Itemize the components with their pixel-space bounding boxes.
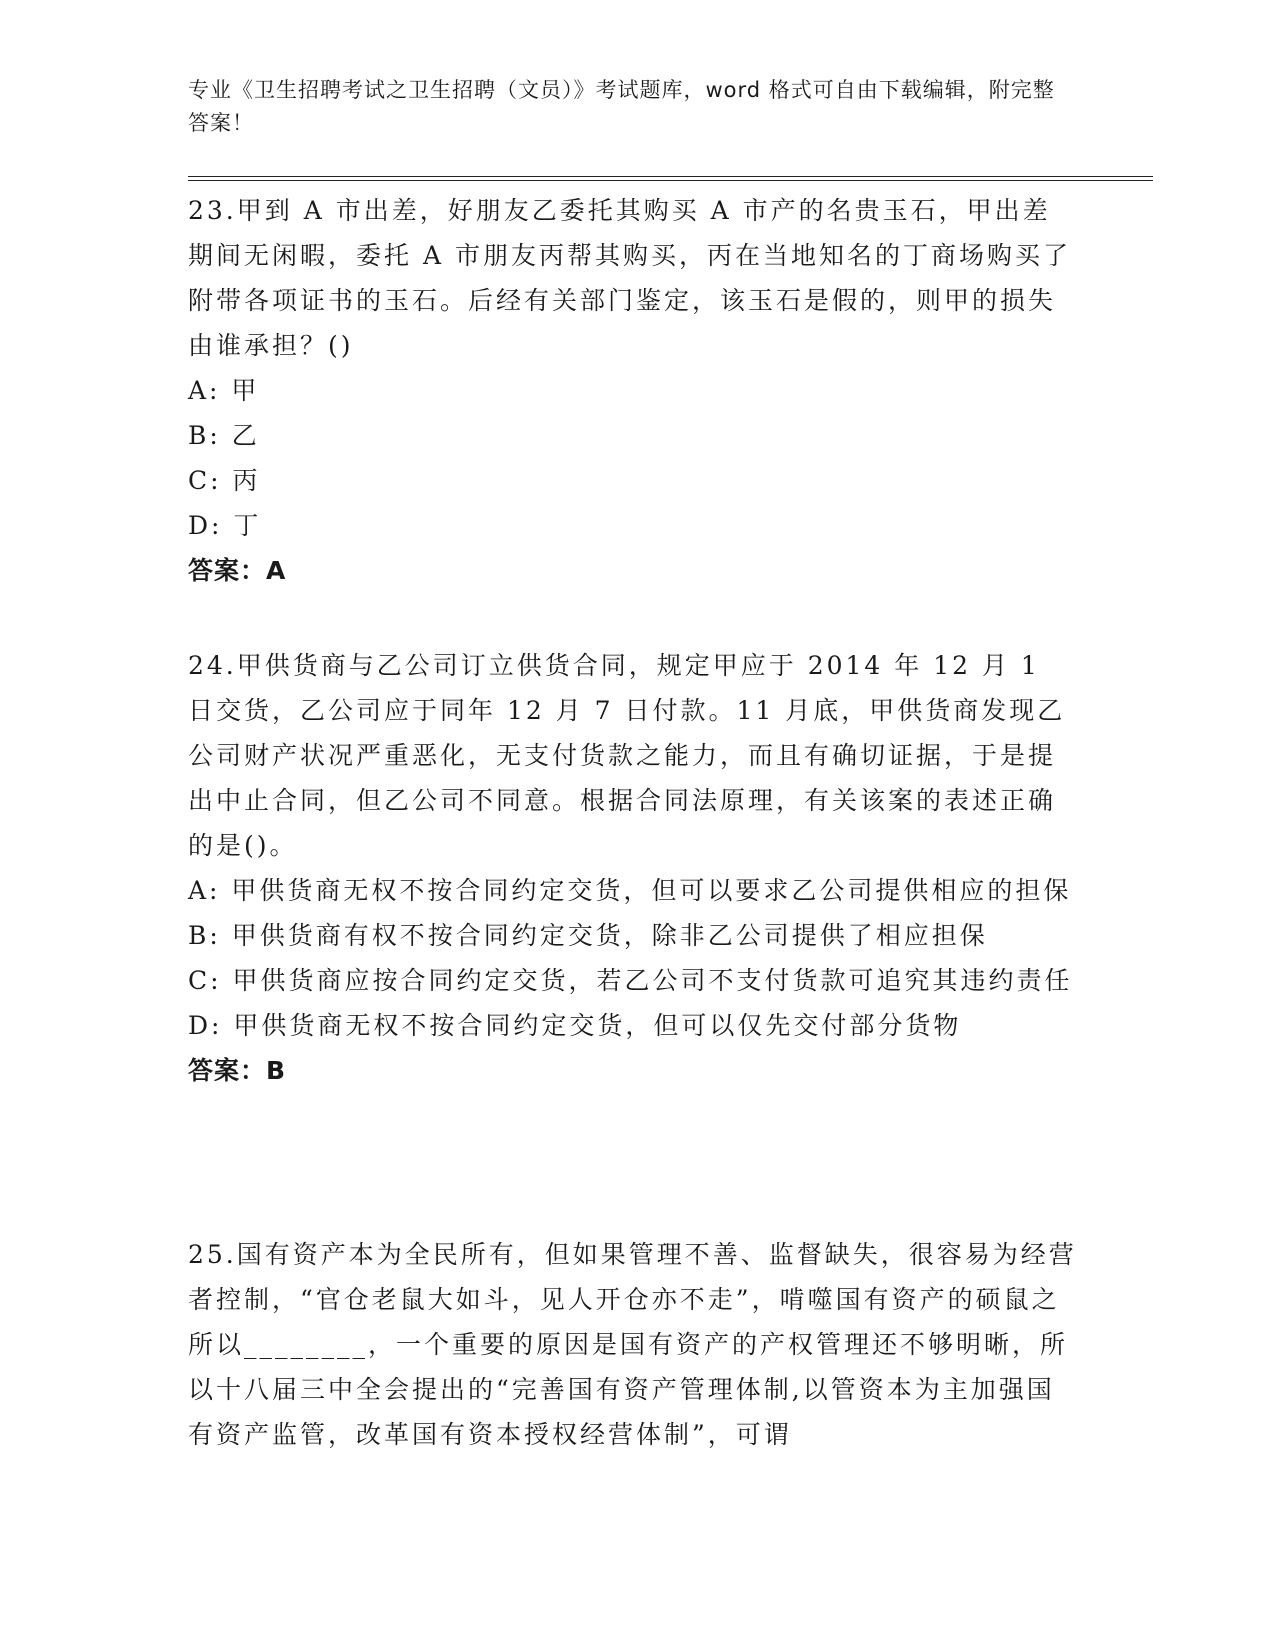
answer-label: 答案：A: [188, 556, 287, 585]
option-c: C: 甲供货商应按合同约定交货，若乙公司不支付货款可追究其违约责任: [188, 966, 1073, 995]
question-23: [188, 188, 1078, 593]
option-d: D: 丁: [188, 511, 262, 540]
option-a: A: 甲: [188, 376, 260, 405]
option-b: B: 甲供货商有权不按合同约定交货，除非乙公司提供了相应担保: [188, 921, 988, 950]
answer-label: 答案：B: [188, 1056, 287, 1085]
option-b: B: 乙: [188, 421, 260, 450]
option-list: [188, 368, 1078, 548]
question-text: 24.甲供货商与乙公司订立供货合同，规定甲应于 2014 年 12 月 1 日交货，乙公司应于同年 12 月 7 日付款。11 月底，甲供货商发现乙公司财产状况严重恶化，无支付货款之能力，而且有确切证据，于是提出中止合同，但乙公司不同意。根据合同法原理，有关该案的表述正确的是()。: [188, 651, 1066, 860]
question-text: 23.甲到 A 市出差，好朋友乙委托其购买 A 市产的名贵玉石，甲出差期间无闲暇，委托 A 市朋友丙帮其购买，丙在当地知名的丁商场购买了附带各项证书的玉石。后经有关部门鉴定，该玉石是假的，则甲的损失由谁承担？(): [188, 196, 1071, 360]
question-24: [188, 643, 1078, 1093]
option-d: D: 甲供货商无权不按合同约定交货，但可以仅先交付部分货物: [188, 1011, 962, 1040]
question-text: 25.国有资产本为全民所有，但如果管理不善、监督缺失，很容易为经营者控制，“官仓老鼠大如斗，见人开仓亦不走”，啃噬国有资产的硕鼠之所以________，一个重要的原因是国有资产的产权管理还不够明晰，所以十八届三中全会提出的“完善国有资产管理体制,以管资本为主加强国有资产监管，改革国有资本授权经营体制”，可谓: [188, 1240, 1077, 1449]
page-header: 专业《卫生招聘考试之卫生招聘（文员）》考试题库，word 格式可自由下载编辑，附完整答案！: [188, 78, 1055, 135]
header-divider: [188, 176, 1153, 181]
option-a: A: 甲供货商无权不按合同约定交货，但可以要求乙公司提供相应的担保: [188, 876, 1072, 905]
question-25: [188, 1232, 1078, 1457]
option-list: [188, 868, 1078, 1048]
option-c: C: 丙: [188, 466, 261, 495]
